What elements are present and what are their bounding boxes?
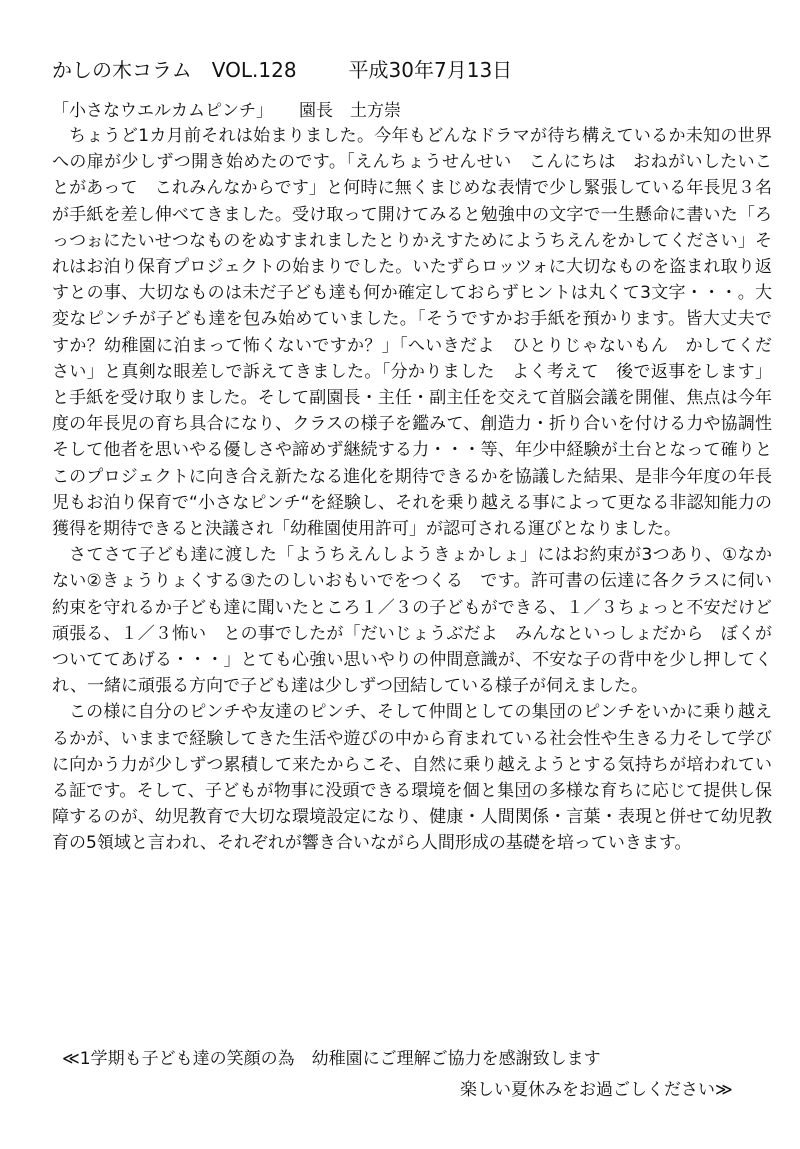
column-body [52, 123, 772, 857]
column-author: 園長 土方崇 [299, 101, 401, 121]
column-series-title: かしの木コラム VOL.128 [52, 58, 297, 82]
column-header [52, 56, 512, 84]
publication-date: 平成30年7月13日 [348, 58, 513, 82]
closing-line-1: ≪1学期も子ども達の笑顔の為 幼稚園にご理解ご協力を感謝致します [62, 1049, 601, 1069]
body-paragraph-3: この様に自分のピンチや友達のピンチ、そして仲間としての集団のピンチをいかに乗り越えるかが、いままで経験してきた生活や遊びの中から育まれている社会性や生きる力そして学びに向かう力が少しずつ累積して来たからこそ、自然に乗り越えようとする気持ちが培われている証です。そして、子どもが物事に没頭できる環境を個と集団の多様な育ちに応じて提供し保障するのが、幼児教育で大切な環境設定になり、健康・人間関係・言葉・表現と併せて幼児教育の5領域と言われ、それぞれが響き合いながら人間形成の基礎を培っていきます。 [52, 702, 772, 854]
column-heading: 「小さなウエルカムピンチ」 [52, 101, 273, 121]
body-paragraph-1: ちょうど1カ月前それは始まりました。今年もどんなドラマが待ち構えているか未知の世界への扉が少しずつ開き始めたのです。「えんちょうせんせい こんにちは おねがいしたいことがあって これみんなからです」と何時に無くまじめな表情で少し緊張している年長児３名が手紙を差し伸べてきました。受け取って開けてみると勉強中の文字で一生懸命に書いた「ろっつぉにたいせつなものをぬすまれましたとりかえすためにようちえんをかしてください」それはお泊り保育プロジェクトの始まりでした。いたずらロッツォに大切なものを盗まれ取り返すとの事、大切なものは未だ子ども達も何か確定しておらずヒントは丸くて3文字・・・。大変なピンチが子ども達を包み始めていました。「そうですかお手紙を預かります。皆大丈夫ですか？幼稚園に泊まって怖くないですか？」「へいきだよ ひとりじゃないもん かしてください」と真剣な眼差しで訴えてきました。「分かりました よく考えて 後で返事をします」と手紙を受け取りました。そして副園長・主任・副主任を交えて首脳会議を開催、焦点は今年度の年長児の育ち具合になり、クラスの様子を鑑みて、創造力・折り合いを付ける力や協調性そして他者を思いやる優しさや諦めず継続する力・・・等、年少中経験が土台となって確りとこのプロジェクトに向き合え新たなる進化を期待できるかを協議した結果、是非今年度の年長児もお泊り保育で“小さなピンチ“を経験し、それを乗り越える事によって更なる非認知能力の獲得を期待できると決議され「幼稚園使用許可」が認可される運びとなりました。 [52, 126, 772, 540]
closing-line-2: 楽しい夏休みをお過ごしください≫ [460, 1080, 733, 1100]
column-heading-row [52, 99, 401, 123]
body-paragraph-2: さてさて子ども達に渡した「ようちえんしようきょかしょ」にはお約束が3つあり、①なかない②きょうりょくする③たのしいおもいでをつくる です。許可書の伝達に各クラスに伺い約束を守れるか子ども達に聞いたところ１／３の子どもができる、１／３ちょっと不安だけど頑張る、１／３怖い との事でしたが「だいじょうぶだよ みんなといっしょだから ぼくがついててあげる・・・」とても心強い思いやりの仲間意識が、不安な子の背中を少し押してくれ、一緒に頑張る方向で子ども達は少しずつ団結している様子が伺えました。 [52, 545, 772, 697]
